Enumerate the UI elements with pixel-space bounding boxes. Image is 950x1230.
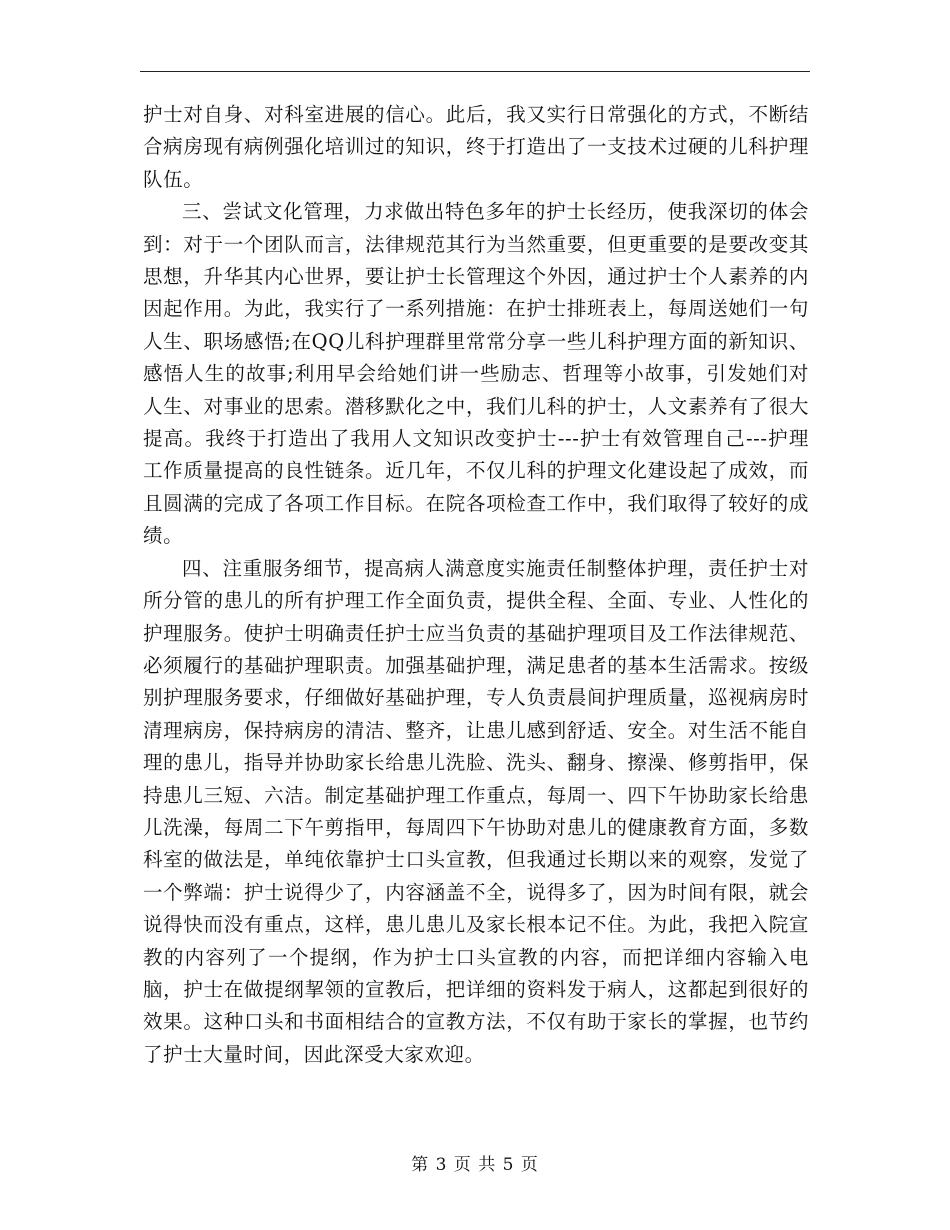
body-text	[143, 99, 809, 1071]
paragraph-1: 护士对自身、对科室进展的信心。此后，我又实行日常强化的方式，不断结合病房现有病例强化培训过的知识，终于打造出了一支技术过硬的儿科护理队伍。	[143, 103, 809, 191]
header-rule	[140, 71, 810, 72]
paragraph-3: 四、注重服务细节，提高病人满意度实施责任制整体护理，责任护士对所分管的患儿的所有护理工作全面负责，提供全程、全面、专业、人性化的护理服务。使护士明确责任护士应当负责的基础护理项目及工作法律规范、必须履行的基础护理职责。加强基础护理，满足患者的基本生活需求。按级别护理服务要求，仔细做好基础护理，专人负责晨间护理质量，巡视病房时清理病房，保持病房的清洁、整齐，让患儿感到舒适、安全。对生活不能自理的患儿，指导并协助家长给患儿洗脸、洗头、翻身、擦澡、修剪指甲，保持患儿三短、六洁。制定基础护理工作重点，每周一、四下午协助家长给患儿洗澡，每周二下午剪指甲，每周四下午协助对患儿的健康教育方面，多数科室的做法是，单纯依靠护士口头宣教，但我通过长期以来的观察，发觉了一个弊端：护士说得少了，内容涵盖不全，说得多了，因为时间有限，就会说得快而没有重点，这样，患儿患儿及家长根本记不住。为此，我把入院宣教的内容列了一个提纲，作为护士口头宣教的内容，而把详细内容输入电脑，护士在做提纲挈领的宣教后，把详细的资料发于病人，这都起到很好的效果。这种口头和书面相结合的宣教方法，不仅有助于家长的掌握，也节约了护士大量时间，因此深受大家欢迎。	[143, 556, 809, 1066]
page-number-footer: 第 3 页 共 5 页	[411, 1155, 539, 1175]
paragraph-2: 三、尝试文化管理，力求做出特色多年的护士长经历，使我深切的体会到：对于一个团队而言，法律规范其行为当然重要，但更重要的是要改变其思想，升华其内心世界，要让护士长管理这个外因，通过护士个人素养的内因起作用。为此，我实行了一系列措施：在护士排班表上，每周送她们一句人生、职场感悟;在QQ儿科护理群里常常分享一些儿科护理方面的新知识、感悟人生的故事;利用早会给她们讲一些励志、哲理等小故事，引发她们对人生、对事业的思索。潜移默化之中，我们儿科的护士，人文素养有了很大提高。我终于打造出了我用人文知识改变护士---护士有效管理自己---护理工作质量提高的良性链条。近几年，不仅儿科的护理文化建设起了成效，而且圆满的完成了各项工作目标。在院各项检查工作中，我们取得了较好的成绩。	[143, 200, 809, 548]
